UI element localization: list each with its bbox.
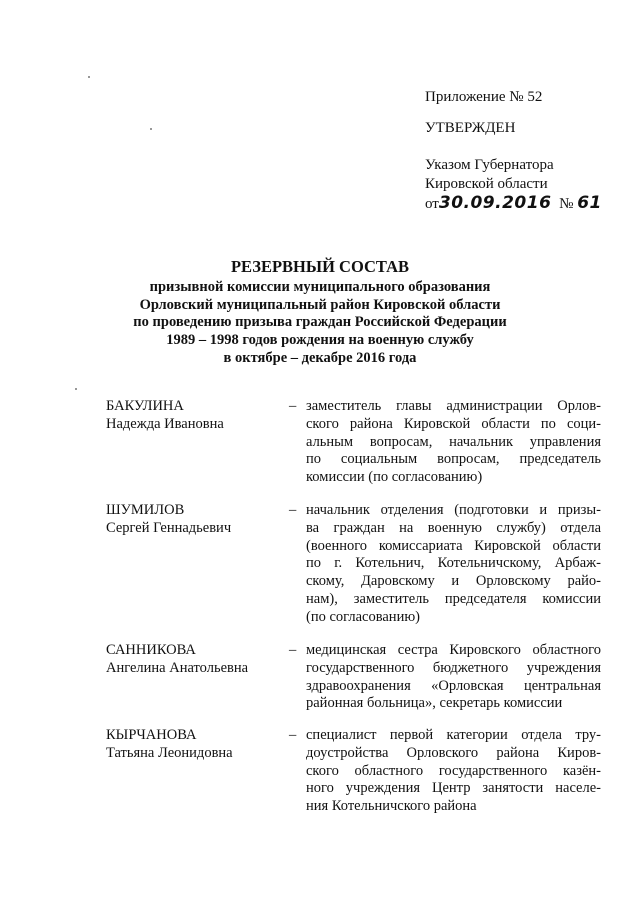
title-main: РЕЗЕРВНЫЙ СОСТАВ bbox=[230, 257, 410, 276]
member-dash: – bbox=[289, 642, 297, 658]
member-role bbox=[306, 398, 601, 487]
role-line: нам), заместитель председателя комиссии bbox=[306, 590, 601, 607]
approval-block bbox=[425, 88, 625, 214]
member-role bbox=[306, 642, 601, 713]
role-line: ского района Кировской области по соци- bbox=[306, 415, 601, 432]
role-line: районная больница», секретарь комиссии bbox=[306, 695, 563, 712]
member-name bbox=[106, 642, 281, 678]
role-line: по г. Котельнич, Котельничскому, Арбаж- bbox=[306, 555, 601, 572]
title-line: Орловский муниципальный район Кировской области bbox=[139, 296, 501, 313]
title-line: 1989 – 1998 годов рождения на военную службу bbox=[166, 332, 474, 349]
member-given-name: Татьяна Леонидовна bbox=[106, 744, 233, 761]
member-surname: КЫРЧАНОВА bbox=[106, 727, 197, 743]
title-line: по проведению призыва граждан Российской Федерации bbox=[133, 314, 507, 331]
role-line: ского областного государственного казён- bbox=[306, 762, 601, 779]
member-surname: САННИКОВА bbox=[106, 642, 196, 658]
member-given-name: Ангелина Анатольевна bbox=[106, 659, 249, 676]
decree-date-line bbox=[425, 194, 625, 214]
approved-heading: УТВЕРЖДЕН bbox=[425, 120, 516, 136]
handwritten-date: 30.09.2016 bbox=[438, 193, 552, 213]
role-line: специалист первой категории отдела тру- bbox=[306, 727, 601, 743]
document-title bbox=[60, 258, 580, 368]
scan-speck bbox=[75, 388, 77, 390]
member-surname: ШУМИЛОВ bbox=[106, 502, 185, 518]
role-line: здравоохранения «Орловская центральная bbox=[306, 677, 601, 694]
member-dash: – bbox=[289, 502, 297, 518]
role-line: доустройства Орловского района Киров- bbox=[306, 744, 601, 761]
appendix-number: Приложение № 52 bbox=[425, 89, 543, 105]
role-line: заместитель главы администрации Орлов- bbox=[306, 398, 601, 414]
role-line: альным вопросам, начальник управления bbox=[306, 433, 601, 450]
member-name bbox=[106, 727, 281, 763]
role-line: ва граждан на военную службу) отдела bbox=[306, 519, 601, 536]
member-given-name: Надежда Ивановна bbox=[106, 415, 224, 432]
role-line: медицинская сестра Кировского областного bbox=[306, 642, 601, 658]
role-line: государственного бюджетного учреждения bbox=[306, 659, 601, 676]
role-line: начальник отделения (подготовки и призы- bbox=[306, 502, 601, 518]
member-dash: – bbox=[289, 727, 297, 743]
title-line: призывной комиссии муниципального образования bbox=[149, 278, 491, 295]
date-prefix: от bbox=[425, 196, 439, 212]
member-given-name: Сергей Геннадьевич bbox=[106, 519, 232, 536]
member-surname: БАКУЛИНА bbox=[106, 398, 184, 414]
member-role bbox=[306, 502, 601, 627]
role-line: (военного комиссариата Кировской области bbox=[306, 537, 601, 554]
member-name bbox=[106, 502, 281, 538]
handwritten-number: 61 bbox=[577, 193, 602, 213]
role-line: скому, Даровскому и Орловскому райо- bbox=[306, 573, 601, 590]
member-role bbox=[306, 727, 601, 816]
scan-speck bbox=[88, 76, 90, 78]
role-line: по социальным вопросам, председатель bbox=[306, 451, 601, 468]
decree-line-2: Кировской области bbox=[425, 176, 548, 192]
role-line: ния Котельничского района bbox=[306, 798, 477, 815]
member-name bbox=[106, 398, 281, 434]
role-line: (по согласованию) bbox=[306, 608, 420, 625]
role-line: комиссии (по согласованию) bbox=[306, 469, 483, 486]
member-dash: – bbox=[289, 398, 297, 414]
decree-line-1: Указом Губернатора bbox=[425, 157, 554, 173]
role-line: ного учреждения Центр занятости населе- bbox=[306, 780, 601, 797]
scan-speck bbox=[150, 128, 152, 130]
number-prefix: № bbox=[559, 196, 574, 212]
title-line: в октябре – декабре 2016 года bbox=[223, 349, 417, 366]
